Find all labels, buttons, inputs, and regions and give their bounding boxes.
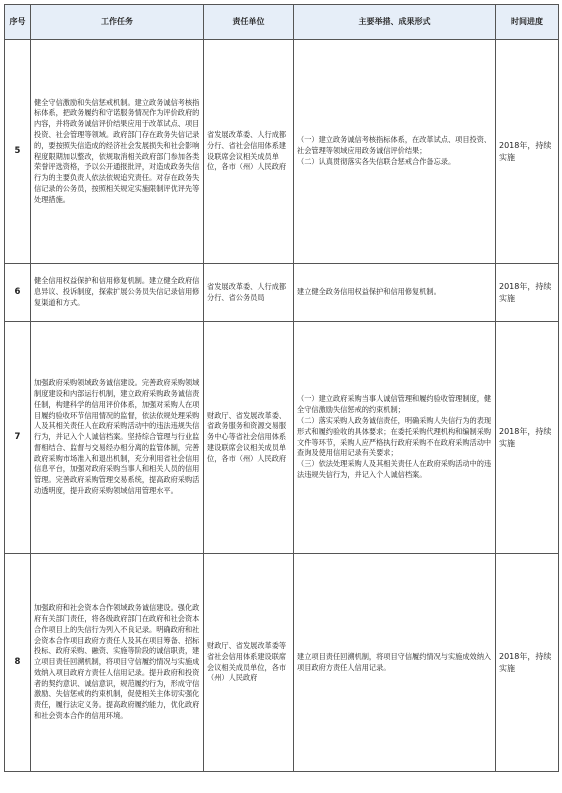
- measure-item: 建立健全政务信用权益保护和信用修复机制。: [297, 287, 441, 297]
- row-seq: 5: [5, 40, 31, 264]
- header-time: 时间进度: [496, 5, 559, 40]
- row-unit: 省发展改革委、人行成都分行、省公务员局: [204, 264, 294, 322]
- row-task: 健全守信激励和失信惩戒机制。建立政务诚信考核指标体系，把政务履约和守诺服务情况作为评价政府的内容，并将政务诚信评价结果应用于改革试点、项目投资、社会管理等领域。政府部门存在政务失信记录的，要按照失信造成的经济社会发展损失和社会影响程度限期加以整改，依规取消相关政府部门参加各类荣誉评选资格，予以公开通报批评，对造成政务失信行为的主要负责人依法依规追究责任。对存在政务失信记录的公务员，按照相关规定实施限制评优评先等处理措施。: [31, 40, 204, 264]
- row-measures: [294, 322, 496, 554]
- row-unit: 财政厅、省发展改革委、省政务服务和资源交易服务中心等省社会信用体系建设联席会议相关成员单位，各市（州）人民政府: [204, 322, 294, 554]
- row-seq: 8: [5, 554, 31, 772]
- table-row: [5, 40, 559, 264]
- measure-item: （三）依法处理采购人及其相关责任人在政府采购活动中的违法违规失信行为，并记入个人诚信档案。: [297, 459, 492, 479]
- header-unit: 责任单位: [204, 5, 294, 40]
- measure-item: （一）建立政务诚信考核指标体系，在改革试点、项目投资、社会管理等领域应用政务诚信评价结果；: [297, 135, 492, 156]
- row-seq: 7: [5, 322, 31, 554]
- row-unit: 省发展改革委、人行成都分行、省社会信用体系建设联席会议相关成员单位，各市（州）人民政府: [204, 40, 294, 264]
- measure-item: 建立项目责任回溯机制，将项目守信履约情况与实施成效纳入项目政府方责任人信用记录。: [297, 651, 492, 672]
- row-measures: [294, 554, 496, 772]
- table-row: [5, 554, 559, 772]
- row-task: 健全信用权益保护和信用修复机制。建立健全政府信息异议、投诉制度，探索扩展公务员失信记录信用修复渠道和方式。: [31, 264, 204, 322]
- table-row: [5, 264, 559, 322]
- header-measures: 主要举措、成果形式: [294, 5, 496, 40]
- header-task: 工作任务: [31, 5, 204, 40]
- header-seq: 序号: [5, 5, 31, 40]
- table-header-row: [5, 5, 559, 40]
- row-measures: [294, 40, 496, 264]
- row-time: 2018年，持续实施: [496, 322, 559, 554]
- row-measures: [294, 264, 496, 322]
- row-task: 加强政府和社会资本合作领域政务诚信建设。强化政府有关部门责任，将各级政府部门在政府和社会资本合作项目上的失信行为列入不良记录。明确政府和社会资本合作项目政府方责任人及其在项目筹备、招标投标、政府采购、融资、实施等阶段的诚信职责，建立项目责任回溯机制，将项目守信履约情况与实施成效纳入项目政府方责任人信用记录。提升政府和投资者的契约意识、诚信意识，规范履约行为，形成守信激励、失信惩戒的约束机制，促使相关主体切实强化责任，履行法定义务。提高政府履约能力，优化政府和社会资本合作的信用环境。: [31, 554, 204, 772]
- row-time: 2018年，持续实施: [496, 40, 559, 264]
- task-table: [4, 4, 559, 772]
- table-row: [5, 322, 559, 554]
- row-time: 2018年，持续实施: [496, 554, 559, 772]
- row-task: 加强政府采购领域政务诚信建设。完善政府采购领域制度建设和内部运行机制，建立政府采购政务诚信责任制，构建科学的信用评价体系，加强对采购人在项目履约验收环节信用情况的监督，依法依规处理采购人及其相关责任人在政府采购活动中的违法违规失信行为，并记入个人诚信档案。坚持综合管理与行业监督相结合、监督与交易经办相分离的监管体制，完善政府采购市场准入和退出机制，充分利用省社会信用信息平台，加强对政府采购当事人和相关人员的信用管理。完善政府采购管理交易系统，提高政府采购活动透明度，提升政府采购领域信用管理水平。: [31, 322, 204, 554]
- measure-item: （一）建立政府采购当事人诚信管理和履约验收管理制度，健全守信激励失信惩戒的约束机制；: [297, 394, 492, 415]
- row-unit: 财政厅、省发展改革委等省社会信用体系建设联席会议相关成员单位，各市（州）人民政府: [204, 554, 294, 772]
- measure-item: （二）落实采购人政务诚信责任，明确采购人失信行为的表现形式和履约验收的具体要求；在委托采购代理机构和编制采购文件等环节，采购人应严格执行政府采购不在政府采购活动中查询及使用信用记录有关要求；: [297, 415, 492, 458]
- row-seq: 6: [5, 264, 31, 322]
- measure-item: （二）认真贯彻落实各失信联合惩戒合作备忘录。: [297, 156, 456, 166]
- row-time: 2018年，持续实施: [496, 264, 559, 322]
